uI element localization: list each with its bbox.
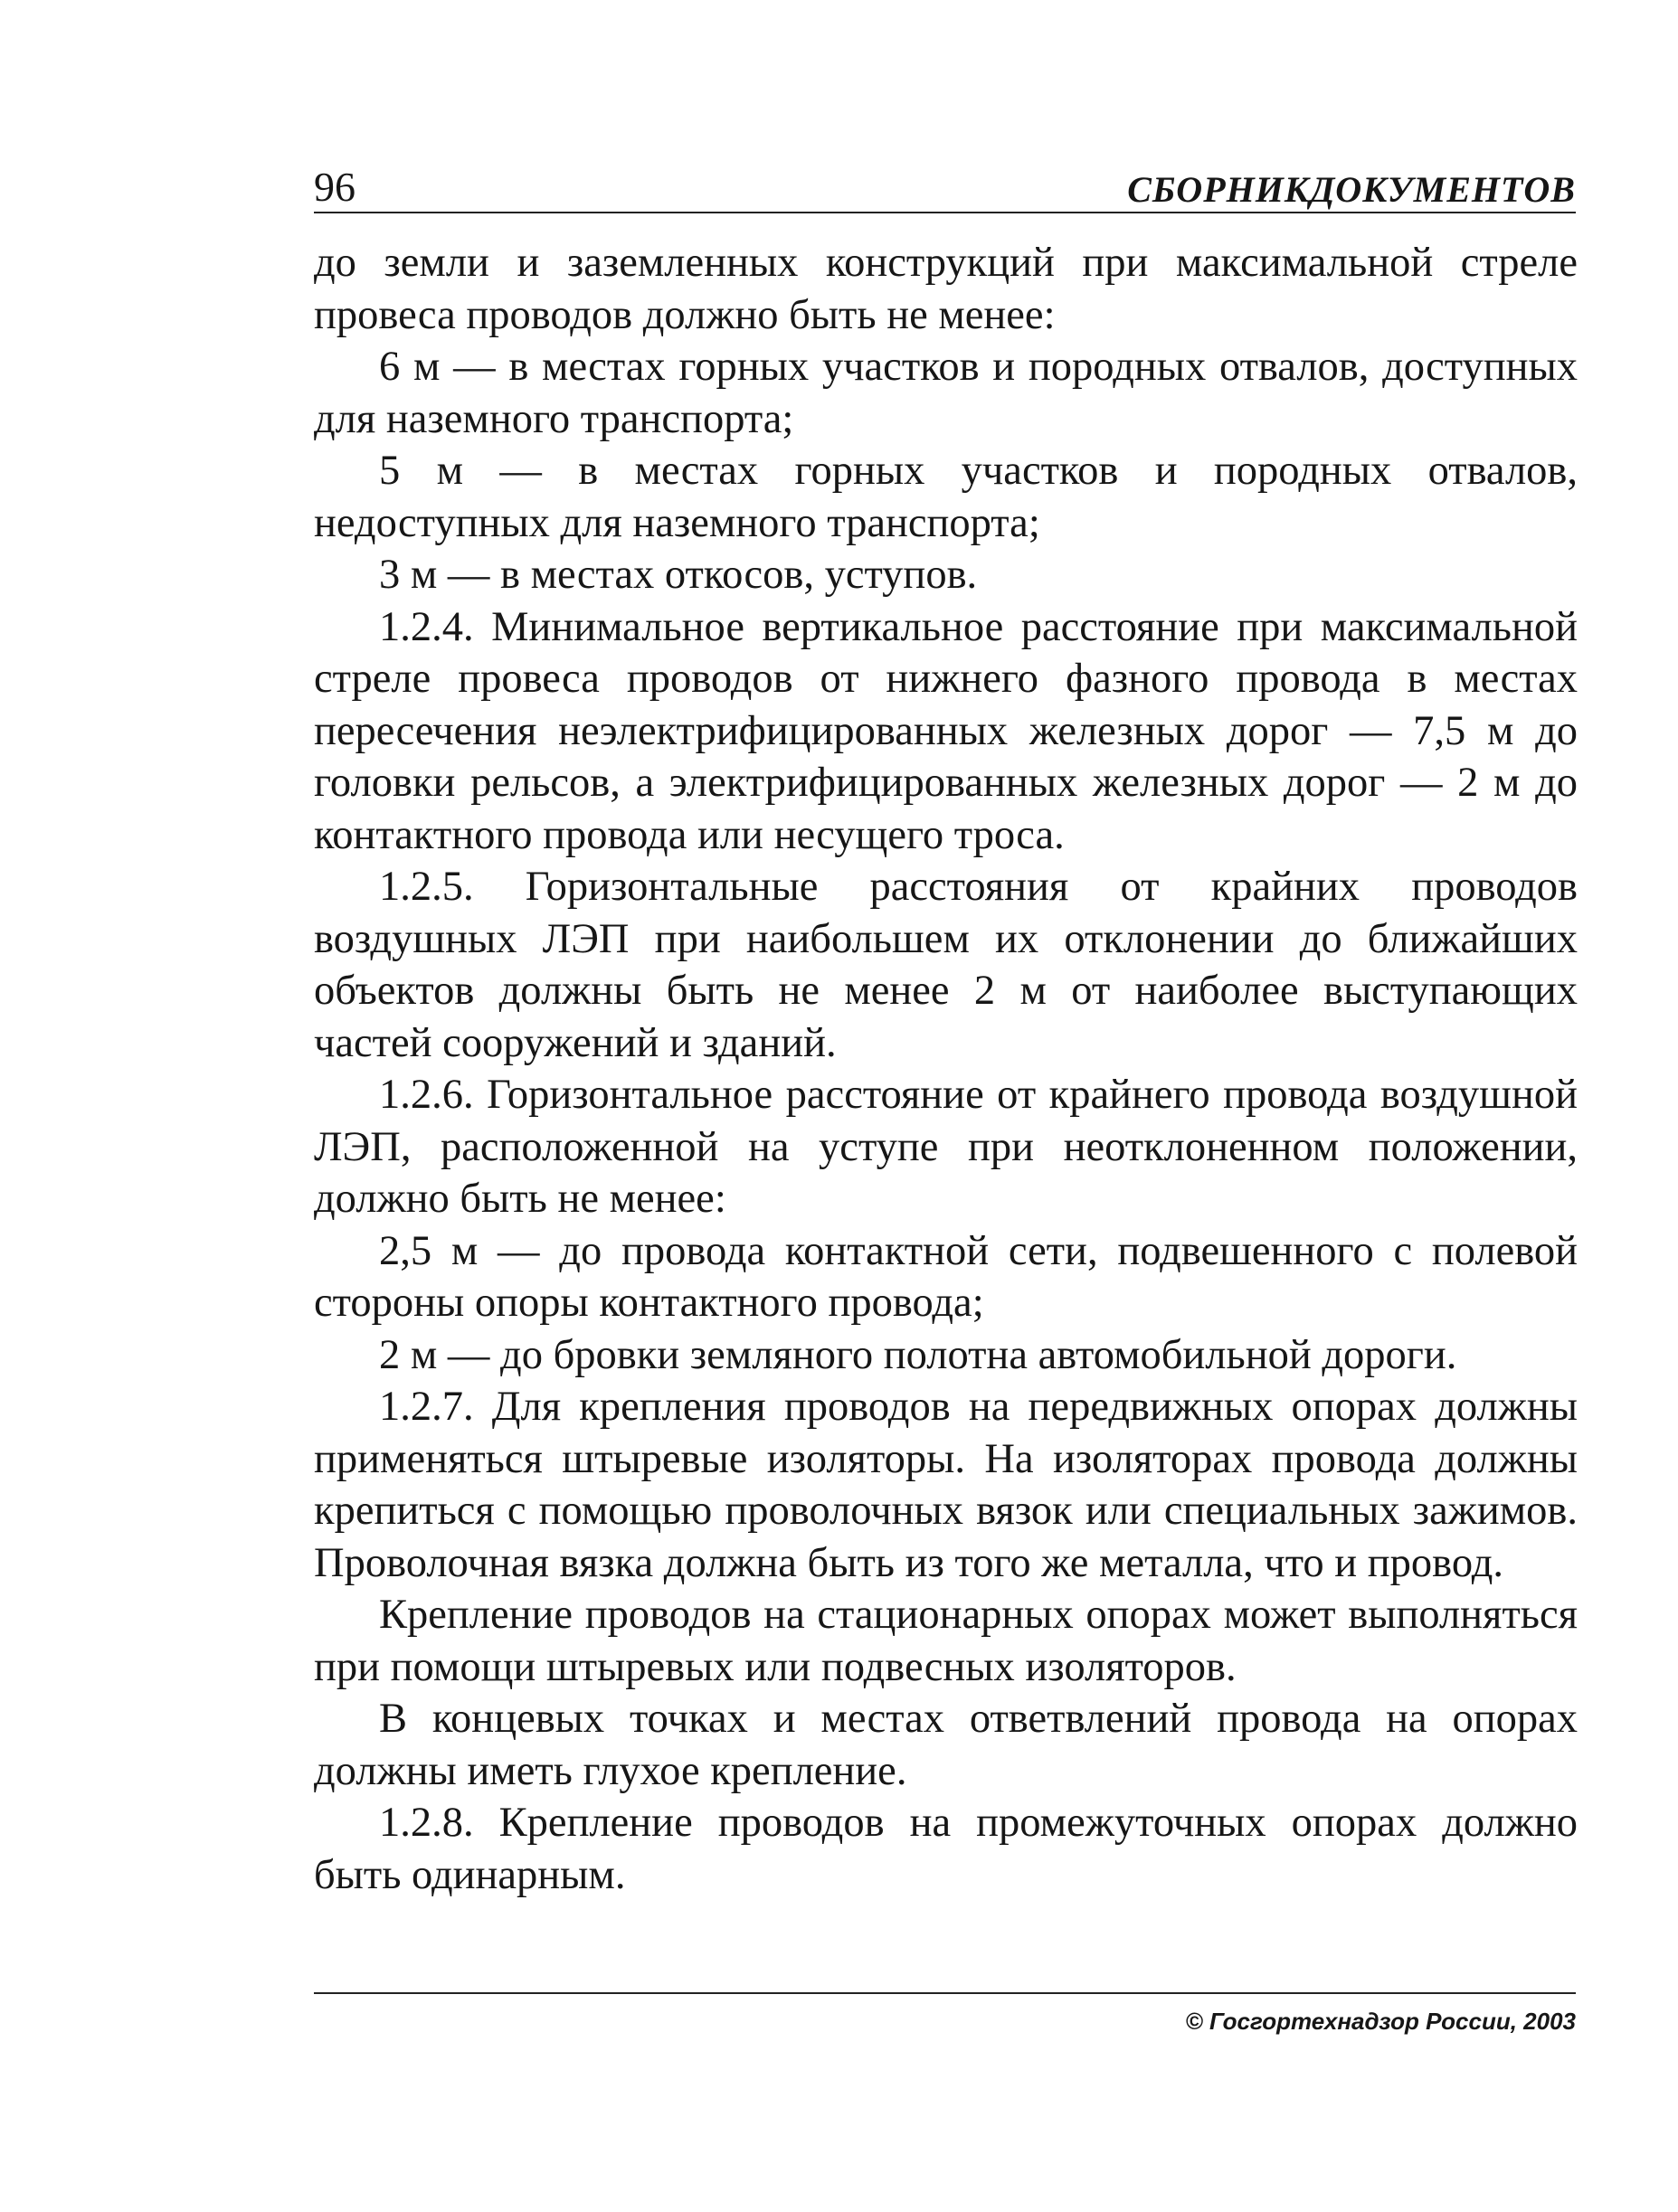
- footer-divider: [314, 1992, 1576, 1994]
- book-title: СБОРНИКДОКУМЕНТОВ: [1127, 169, 1576, 210]
- copyright-notice: © Госгортехнадзор России, 2003: [1185, 2008, 1576, 2035]
- paragraph: В концевых точках и местах ответвлений провода на опорах должны иметь глухое крепление.: [314, 1696, 1578, 1794]
- paragraph: 2,5 м — до провода контактной сети, подвешенного с полевой стороны опоры контактного провода;: [314, 1227, 1578, 1326]
- paragraph: 1.2.7. Для крепления проводов на передвижных опорах должны применяться штыревые изоляторы. На изоляторах провода должны крепиться с помощью проволочных вязок или специальных зажимов. Проволочная вязка должна быть из того же металла, что и провод.: [314, 1384, 1578, 1586]
- page-number: 96: [314, 164, 356, 210]
- paragraph: 2 м — до бровки земляного полотна автомобильной дороги.: [379, 1331, 1457, 1378]
- paragraph: 1.2.8. Крепление проводов на промежуточных опорах должно быть одинарным.: [314, 1800, 1578, 1898]
- paragraph: 6 м — в местах горных участков и породных отвалов, доступных для наземного транспорта;: [314, 344, 1578, 442]
- paragraph: 1.2.4. Минимальное вертикальное расстояние при максимальной стреле провеса проводов от нижнего фазного провода в местах пересечения неэлектрифицированных железных дорог — 7,5 м до головки рельсов, а электрифицированных железных дорог — 2 м до контактного провода или несущего троса.: [314, 603, 1578, 858]
- paragraph: 5 м — в местах горных участков и породных отвалов, недоступных для наземного транспорта;: [314, 448, 1578, 546]
- paragraph: Крепление проводов на стационарных опорах может выполняться при помощи штыревых или подвесных изоляторов.: [314, 1592, 1578, 1690]
- paragraph: 1.2.5. Горизонтальные расстояния от крайних проводов воздушных ЛЭП при наибольшем их отклонении до ближайших объектов должны быть не менее 2 м от наиболее выступающих частей сооружений и зданий.: [314, 864, 1578, 1066]
- paragraph: 1.2.6. Горизонтальное расстояние от крайнего провода воздушной ЛЭП, расположенной на уступе при неотклоненном положении, должно быть не менее:: [314, 1072, 1578, 1222]
- running-header: [314, 161, 1576, 213]
- paragraph: 3 м — в местах откосов, уступов.: [379, 552, 978, 598]
- paragraph: до земли и заземленных конструкций при максимальной стреле провеса проводов должно быть не менее:: [314, 240, 1578, 338]
- body-text: [314, 237, 1578, 1901]
